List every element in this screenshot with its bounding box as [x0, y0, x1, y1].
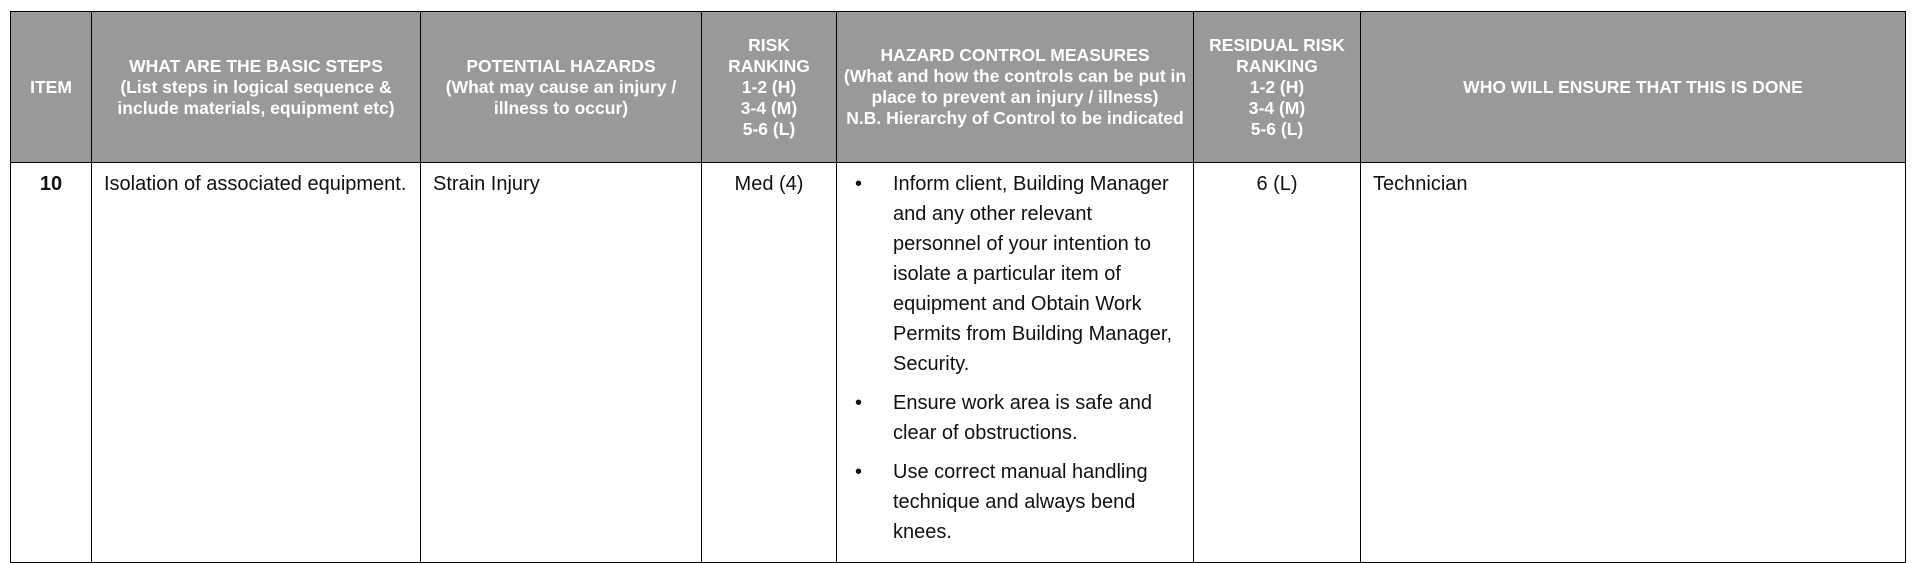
header-who [1361, 12, 1906, 163]
header-residual-medium: 3-4 (M) [1248, 97, 1306, 118]
bullet-icon: • [855, 392, 863, 414]
header-residual-high: 1-2 (H) [1249, 76, 1305, 97]
potential-hazard-cell: Strain Injury [421, 163, 702, 563]
header-controls-subtitle: (What and how the controls can be put in place to prevent an injury / illness) [843, 66, 1187, 107]
header-controls-note: N.B. Hierarchy of Control to be indicated [846, 108, 1184, 128]
header-row [11, 12, 1906, 163]
control-measure-item [855, 457, 1181, 547]
header-item [11, 12, 92, 163]
header-risk-medium: 3-4 (M) [740, 97, 798, 118]
header-risk-high: 1-2 (H) [741, 76, 797, 97]
header-risk-low: 5-6 (L) [742, 118, 796, 139]
control-measure-item [855, 388, 1181, 448]
header-steps-subtitle: (List steps in logical sequence & include materials, equipment etc) [117, 76, 395, 118]
responsible-person-cell: Technician [1361, 163, 1906, 563]
bullet-icon: • [855, 461, 863, 483]
control-measure-text: Inform client, Building Manager and any other relevant personnel of your intention to isolate a particular item of equipment and Obtain Work Permits from Building Manager, Security. [893, 173, 1173, 375]
table-row [11, 163, 1906, 563]
header-controls [837, 12, 1194, 163]
header-residual-title: RESIDUAL RISK RANKING [1209, 34, 1345, 76]
risk-ranking-cell: Med (4) [702, 163, 837, 563]
header-steps-title: WHAT ARE THE BASIC STEPS [129, 55, 383, 76]
basic-step-cell: Isolation of associated equipment. [92, 163, 421, 563]
header-hazards-subtitle: (What may cause an injury / illness to occur) [445, 76, 677, 118]
control-measures-cell [837, 163, 1194, 563]
header-residual-low: 5-6 (L) [1250, 118, 1304, 139]
header-risk-ranking [702, 12, 837, 163]
header-controls-title: HAZARD CONTROL MEASURES [880, 45, 1150, 65]
header-risk-title: RISK RANKING [728, 34, 810, 76]
control-measure-text: Use correct manual handling technique and always bend knees. [893, 461, 1148, 543]
header-who-label: WHO WILL ENSURE THAT THIS IS DONE [1463, 76, 1803, 97]
item-number-cell: 10 [11, 163, 92, 563]
header-steps [92, 12, 421, 163]
risk-assessment-table [10, 11, 1906, 563]
control-measure-item [855, 169, 1181, 379]
control-measure-text: Ensure work area is safe and clear of obstructions. [893, 392, 1153, 444]
header-residual [1194, 12, 1361, 163]
header-item-label: ITEM [30, 76, 72, 97]
residual-risk-cell: 6 (L) [1194, 163, 1361, 563]
header-hazards-title: POTENTIAL HAZARDS [466, 55, 656, 76]
header-hazards [421, 12, 702, 163]
bullet-icon: • [855, 173, 863, 195]
control-measures-list [849, 169, 1181, 547]
